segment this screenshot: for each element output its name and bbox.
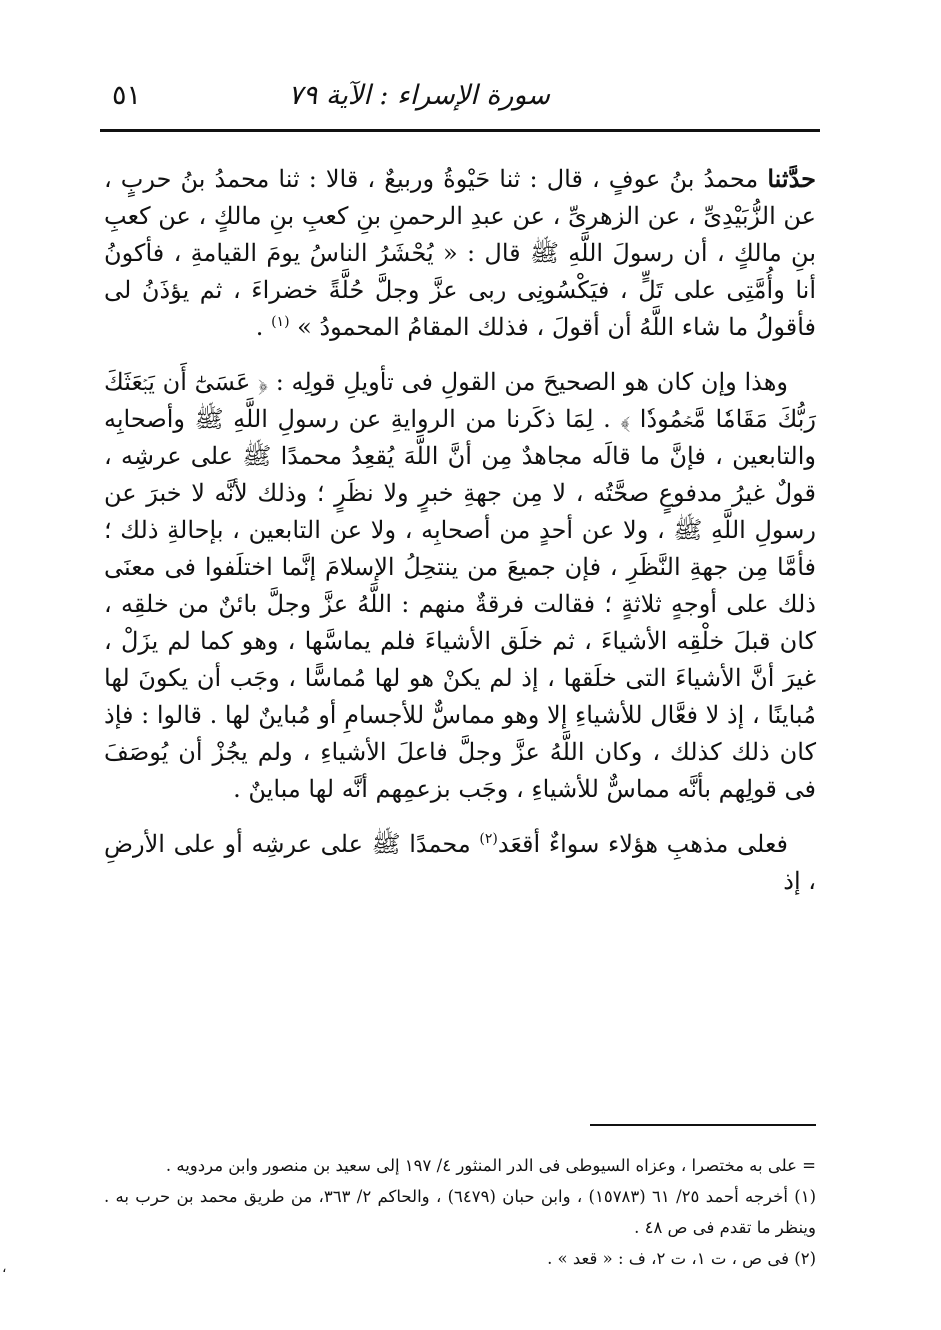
footnote-rule xyxy=(590,1124,816,1126)
main-text xyxy=(104,160,816,900)
header-rule xyxy=(100,129,820,132)
footnotes xyxy=(104,1150,816,1274)
margin-mark: ، xyxy=(2,1260,7,1276)
paragraph-3-part-a: فعلى مذهبِ هؤلاء سواءٌ أقعَد xyxy=(497,830,788,858)
paragraph-3-part-b: محمدًا ﷺ على عرشِه أو على الأرضِ ، إذ xyxy=(104,830,816,895)
paragraph-1 xyxy=(104,160,816,346)
running-title: سورة الإسراء : الآية ٧٩ xyxy=(288,80,550,111)
footnote-ref-2: (٢) xyxy=(479,831,498,847)
paragraph-3 xyxy=(104,826,816,900)
paragraph-2: وهذا وإن كان هو الصحيحَ من القولِ فى تأويلِ قولِه : ﴿ عَسَىٰٓ أَن يَبۡعَثَكَ رَبُّكَ مَقَامٗا مَّحۡمُودٗا ﴾ . لِمَا ذكَرنا من الروايةِ عن رسولِ اللَّهِ ﷺ وأصحابِه والتابعين ، فإنَّ ما قالَه مجاهدٌ مِن أنَّ اللَّهَ يُقعِدُ محمدًا ﷺ على عرشِه ، قولٌ غيرُ مدفوعٍ صحَّتُه ، لا مِن جهةِ خبرٍ ولا نظَرٍ ؛ وذلك لأنَّه لا خبرَ عن رسولِ اللَّهِ ﷺ ، ولا عن أحدٍ من أصحابِه ، ولا عن التابعين ، بإحالةِ ذلك ؛ فأمَّا مِن جهةِ النَّظَرِ ، فإن جميعَ من ينتحِلُ الإسلامَ إنَّما اختلَفوا فى معنَى ذلك على أوجهٍ ثلاثةٍ ؛ فقالت فرقةٌ منهم : اللَّهُ عزَّ وجلَّ بائنٌ من خلقِه ، كان قبلَ خلْقِه الأشياءَ ، ثم خلَق الأشياءَ فلم يماسَّها ، وهو كما لم يزَلْ ، غيرَ أنَّ الأشياءَ التى خلَقها ، إذ لم يكنْ هو لها مُماسًّا ، وجَب أن يكونَ لها مُباينًا ، إذ لا فعَّال للأشياءِ إلا وهو مماسٌّ للأجسامِ أو مُباينٌ لها . قالوا : فإذ كان ذلك كذلك ، وكان اللَّهُ عزَّ وجلَّ فاعلَ الأشياءِ ، ولم يجُزْ أن يُوصَفَ فى قولِهم بأنَّه مماسٌّ للأشياءِ ، وجَب بزعمِهم أنَّه لها مباينٌ . xyxy=(104,368,816,803)
footnote-continuation: = على به مختصرا ، وعزاه السيوطى فى الدر المنثور ٤/ ١٩٧ إلى سعيد بن منصور وابن مردويه . xyxy=(165,1156,816,1175)
page-number: ٥١ xyxy=(112,80,142,111)
page-header xyxy=(100,80,820,120)
footnote-1: (١) أخرجه أحمد ٢٥/ ٦١ (١٥٧٨٣) ، وابن حبان (٦٤٧٩) ، والحاكم ٢/ ٣٦٣، من طريق محمد بن حرب به . وينظر ما تقدم فى ص ٤٨ . xyxy=(104,1187,816,1237)
paragraph-1-text: محمدُ بنُ عوفٍ ، قال : ثنا حَيْوةُ وربيعٌ ، قالا : ثنا محمدُ بنُ حربٍ ، عن الزُّبَيْدِىِّ ، عن الزهرىِّ ، عن عبدِ الرحمنِ بنِ كعبِ بنِ مالكٍ ، عن كعبِ بنِ مالكٍ ، أن رسولَ اللَّهِ ﷺ قال : « يُحْشَرُ الناسُ يومَ القيامةِ ، فأكونُ أنا وأُمَّتِى على تَلٍّ ، فيَكْسُونِى ربى عزَّ وجلَّ حُلَّةً خضراءَ ، ثم يؤذَنُ لى فأقولُ ما شاء اللَّهُ أن أقولَ ، فذلك المقامُ المحمودُ » xyxy=(104,165,816,341)
paragraph-1-lead: حدَّثنا xyxy=(767,164,816,193)
footnote-2: (٢) فى ص ، ت ١، ت ٢، ف : « قعد » . xyxy=(547,1249,816,1268)
paragraph-1-tail: . xyxy=(255,313,272,341)
footnote-ref-1: (١) xyxy=(271,314,290,330)
